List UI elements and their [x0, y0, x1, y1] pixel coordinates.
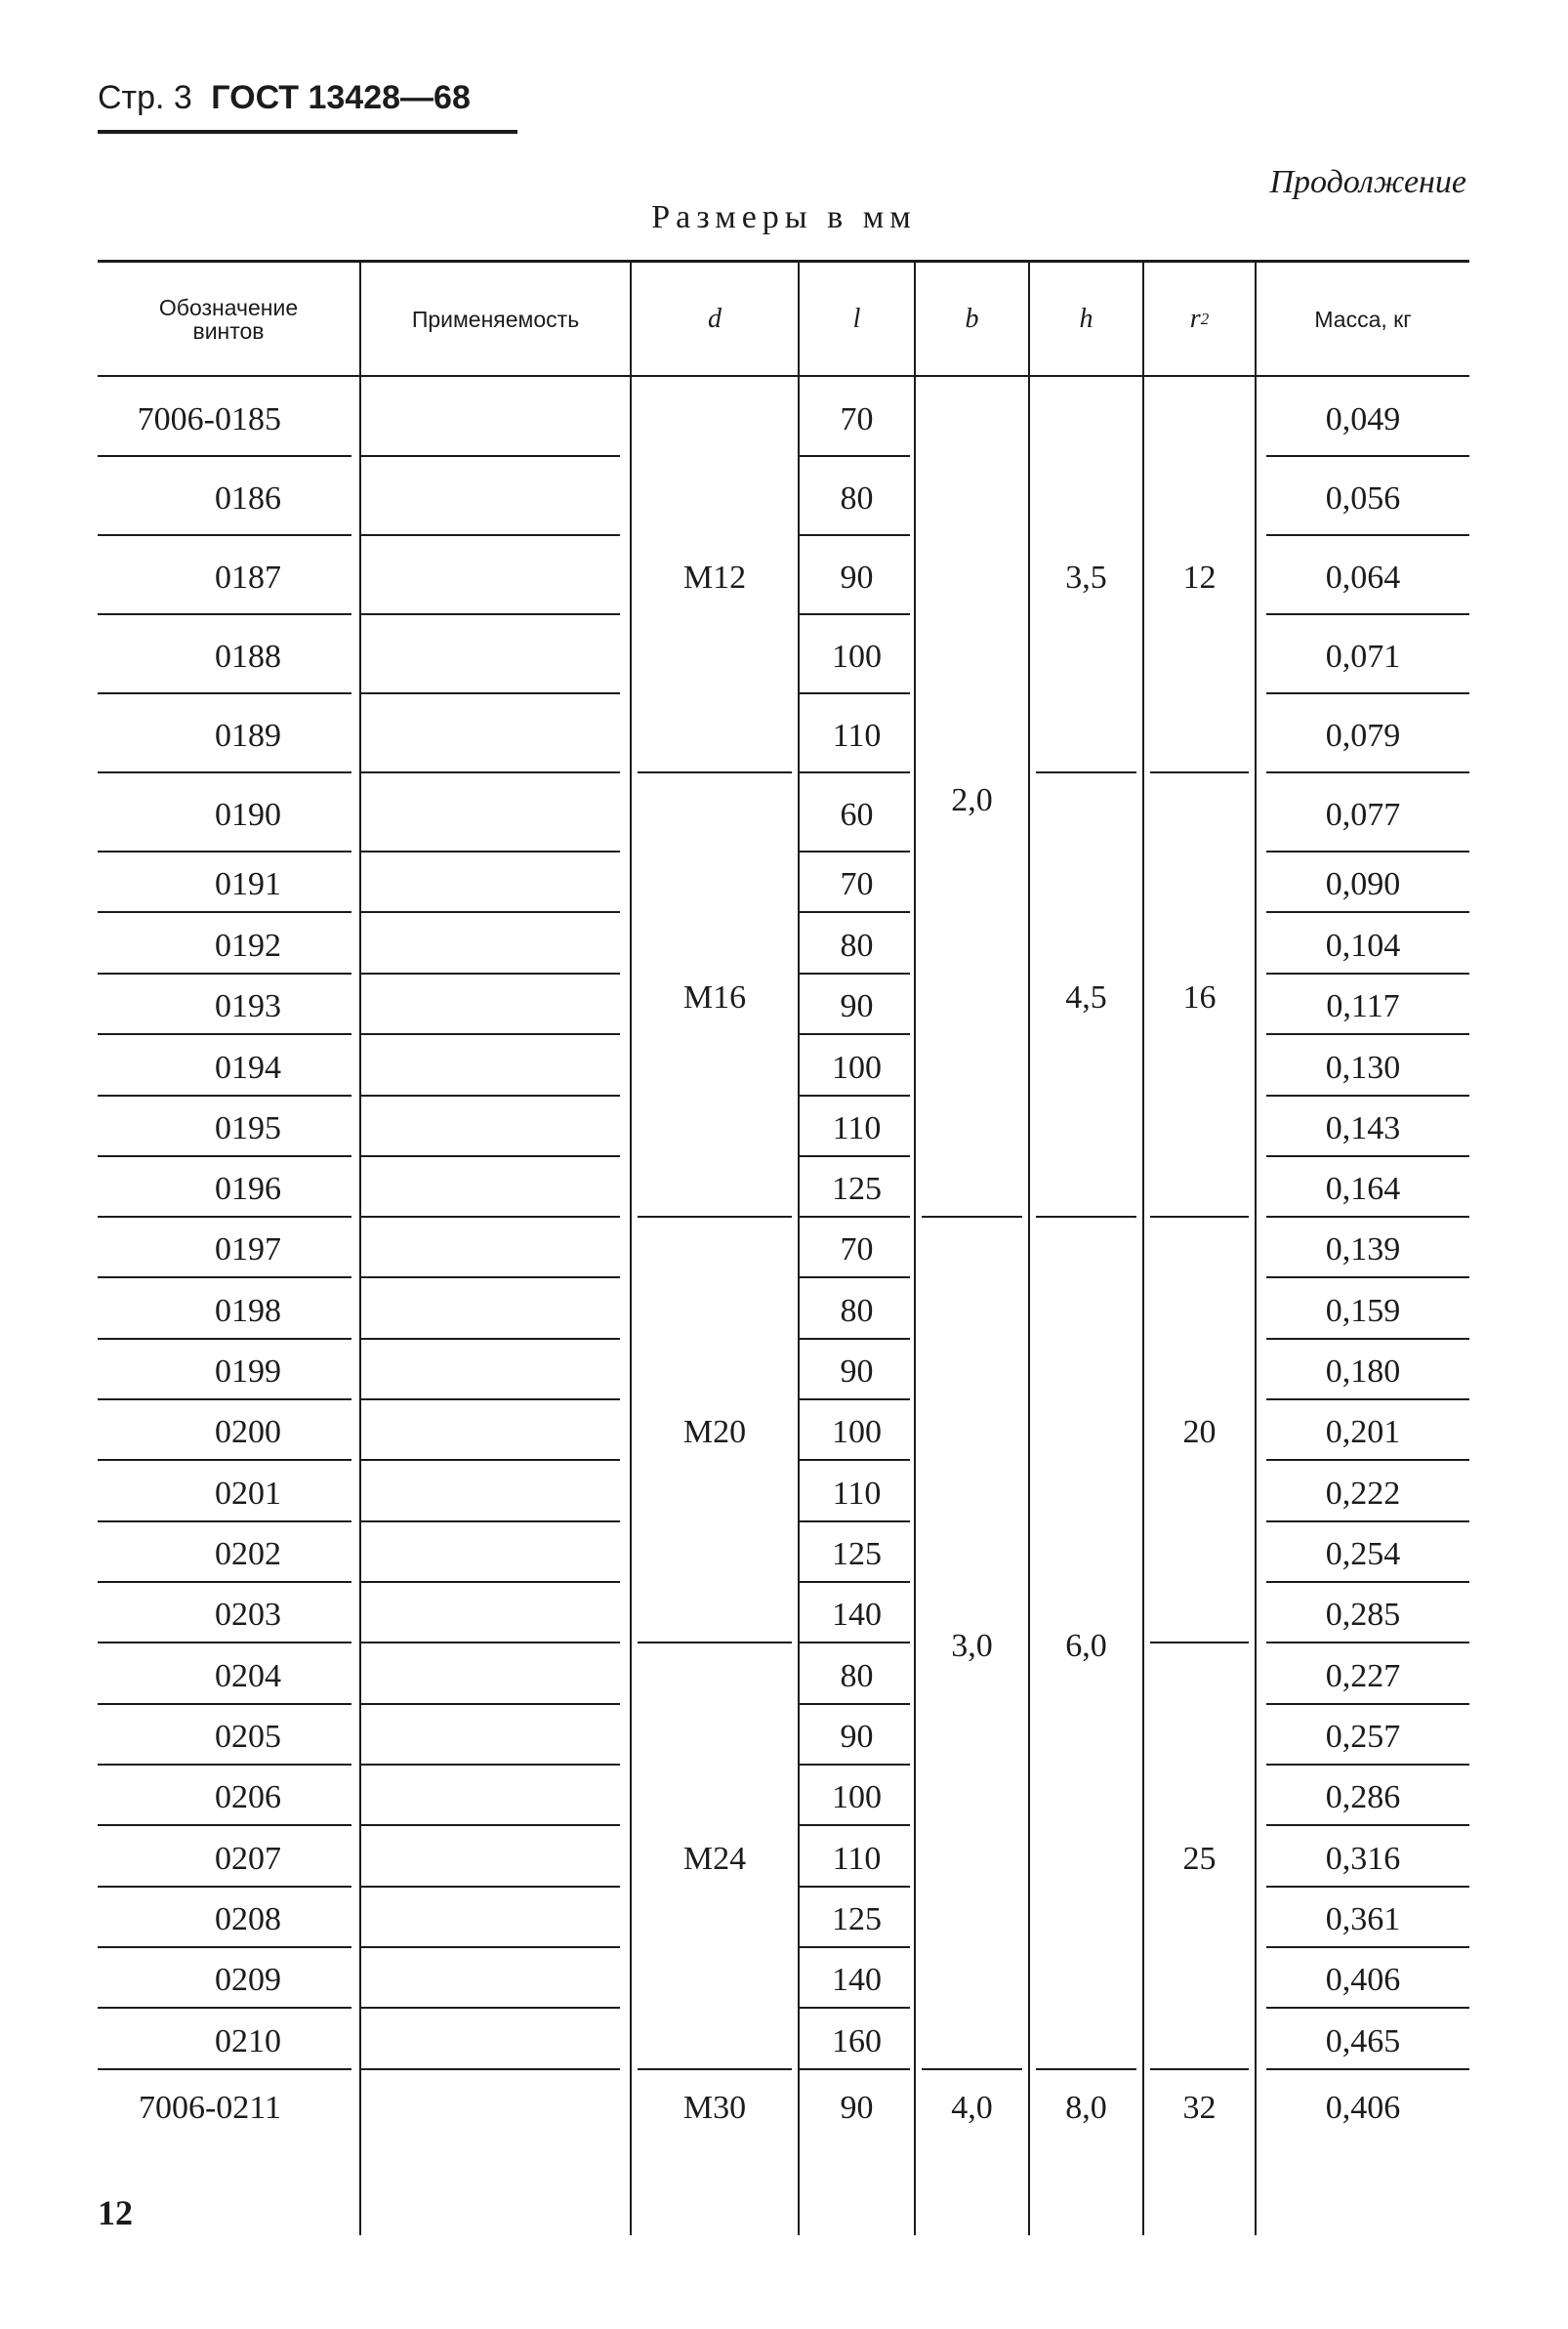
row-rule	[1266, 771, 1469, 773]
row-rule	[1266, 1216, 1469, 1218]
d-group-rule	[638, 1642, 792, 1643]
row-rule	[361, 1095, 620, 1097]
row-rule	[800, 455, 910, 457]
column-header-b: b	[965, 303, 979, 334]
length-cell: 100	[832, 1050, 882, 1086]
units-caption: Размеры в мм	[651, 199, 917, 235]
row-rule	[361, 1276, 620, 1278]
row-rule	[98, 1520, 351, 1522]
designation-cell: 0197	[215, 1231, 281, 1268]
r2-group-rule	[1150, 771, 1249, 773]
column-header-mass	[1257, 263, 1469, 375]
d-group-cell: M12	[682, 560, 747, 596]
column-header-h: h	[1079, 303, 1093, 334]
mass-cell: 0,143	[1325, 1110, 1401, 1146]
length-cell: 90	[840, 988, 874, 1024]
row-rule	[1266, 973, 1469, 975]
page-header	[98, 78, 471, 117]
row-rule	[800, 1703, 910, 1705]
row-rule	[361, 534, 620, 536]
row-rule	[1266, 1276, 1469, 1278]
row-rule	[361, 1520, 620, 1522]
row-rule	[1266, 1338, 1469, 1340]
row-rule	[800, 851, 910, 853]
row-rule	[1266, 2068, 1469, 2070]
mass-cell: 0,180	[1325, 1353, 1401, 1390]
designation-cell: 0192	[215, 928, 281, 964]
standard-number: ГОСТ 13428—68	[211, 79, 471, 116]
row-rule	[1266, 1886, 1469, 1888]
row-rule	[800, 2007, 910, 2009]
page-number: 12	[98, 2193, 133, 2232]
r2-group-cell: 20	[1182, 1414, 1217, 1450]
column-header-l: l	[852, 303, 861, 334]
r2-group-cell: 32	[1182, 2090, 1217, 2126]
length-cell: 80	[840, 480, 874, 517]
h-group-rule	[1036, 2068, 1136, 2070]
header-rule	[98, 130, 517, 134]
row-rule	[98, 1581, 351, 1583]
designation-cell: 7006-0185	[137, 401, 281, 437]
length-cell: 100	[832, 1779, 882, 1815]
row-rule	[98, 1338, 351, 1340]
row-rule	[361, 613, 620, 615]
length-cell: 60	[840, 797, 874, 833]
row-rule	[98, 1155, 351, 1157]
d-group-cell: M20	[682, 1414, 747, 1450]
row-rule	[800, 1824, 910, 1826]
row-rule	[98, 1824, 351, 1826]
r2-group-rule	[1150, 2068, 1249, 2070]
mass-cell: 0,117	[1326, 988, 1400, 1024]
row-rule	[361, 1338, 620, 1340]
length-cell: 90	[840, 1719, 874, 1755]
designation-cell: 0189	[215, 718, 281, 754]
length-cell: 70	[840, 1231, 874, 1268]
row-rule	[98, 1033, 351, 1035]
mass-cell: 0,064	[1325, 560, 1401, 596]
designation-cell: 0193	[215, 988, 281, 1024]
mass-cell: 0,049	[1325, 401, 1401, 437]
row-rule	[98, 973, 351, 975]
designation-cell: 0194	[215, 1050, 281, 1086]
designation-cell: 0201	[215, 1476, 281, 1512]
r2-group-cell: 16	[1182, 979, 1217, 1016]
length-cell: 110	[832, 718, 882, 754]
column-header-applicability: Применяемость	[411, 306, 580, 332]
row-rule	[98, 1276, 351, 1278]
mass-cell: 0,222	[1325, 1476, 1401, 1512]
designation-cell: 0203	[215, 1597, 281, 1633]
h-group-cell: 3,5	[1065, 560, 1107, 596]
b-group-cell: 4,0	[951, 2090, 993, 2126]
row-rule	[98, 534, 351, 536]
mass-cell: 0,285	[1325, 1597, 1401, 1633]
designation-cell: 0188	[215, 639, 281, 675]
row-rule	[800, 1764, 910, 1766]
designation-cell: 0207	[215, 1841, 281, 1877]
length-cell: 80	[840, 1293, 874, 1329]
length-cell: 110	[832, 1841, 882, 1877]
mass-cell: 0,361	[1325, 1901, 1401, 1937]
mass-cell: 0,465	[1325, 2023, 1401, 2059]
d-group-cell: M24	[682, 1841, 747, 1877]
row-rule	[361, 1703, 620, 1705]
length-cell: 90	[840, 1353, 874, 1390]
designation-cell: 0191	[215, 866, 281, 902]
mass-cell: 0,079	[1325, 718, 1401, 754]
row-rule	[361, 1946, 620, 1948]
row-rule	[800, 1886, 910, 1888]
row-rule	[98, 692, 351, 694]
h-group-cell: 4,5	[1065, 979, 1107, 1016]
row-rule	[98, 851, 351, 853]
length-cell: 125	[832, 1536, 882, 1572]
row-rule	[1266, 1520, 1469, 1522]
length-cell: 100	[832, 639, 882, 675]
designation-cell: 0202	[215, 1536, 281, 1572]
mass-cell: 0,130	[1325, 1050, 1401, 1086]
b-group-cell: 2,0	[951, 782, 993, 818]
column-header-mass-text: Масса, кг	[1314, 306, 1412, 332]
row-rule	[98, 613, 351, 615]
r2-group-rule	[1150, 1642, 1249, 1643]
page-reference: Стр. 3	[98, 79, 192, 116]
designation-cell: 0206	[215, 1779, 281, 1815]
row-rule	[361, 1155, 620, 1157]
row-rule	[1266, 1581, 1469, 1583]
row-rule	[800, 1276, 910, 1278]
h-group-cell: 6,0	[1065, 1628, 1107, 1664]
row-rule	[98, 2007, 351, 2009]
r2-group-cell: 12	[1182, 560, 1217, 596]
row-rule	[98, 1216, 351, 1218]
row-rule	[1266, 534, 1469, 536]
row-rule	[800, 911, 910, 913]
d-group-rule	[638, 771, 792, 773]
row-rule	[1266, 911, 1469, 913]
r2-group-cell: 25	[1182, 1841, 1217, 1877]
mass-cell: 0,056	[1325, 480, 1401, 517]
mass-cell: 0,159	[1325, 1293, 1401, 1329]
d-group-rule	[638, 2068, 792, 2070]
row-rule	[800, 534, 910, 536]
row-rule	[1266, 1095, 1469, 1097]
row-rule	[1266, 692, 1469, 694]
length-cell: 80	[840, 928, 874, 964]
row-rule	[361, 973, 620, 975]
mass-cell: 0,090	[1325, 866, 1401, 902]
designation-cell: 7006-0211	[138, 2090, 281, 2126]
row-rule	[361, 1398, 620, 1400]
row-rule	[361, 2007, 620, 2009]
h-group-rule	[1036, 1216, 1136, 1218]
mass-cell: 0,139	[1325, 1231, 1401, 1268]
designation-cell: 0187	[215, 560, 281, 596]
h-group-rule	[1036, 771, 1136, 773]
mass-cell: 0,254	[1325, 1536, 1401, 1572]
row-rule	[1266, 851, 1469, 853]
r2-group-rule	[1150, 1216, 1249, 1218]
column-header-designation-text: Обозначение винтов	[158, 294, 299, 344]
column-rule	[359, 263, 361, 2235]
row-rule	[1266, 1946, 1469, 1948]
length-cell: 70	[840, 401, 874, 437]
row-rule	[98, 1764, 351, 1766]
length-cell: 125	[832, 1901, 882, 1937]
mass-cell: 0,316	[1325, 1841, 1401, 1877]
row-rule	[800, 1398, 910, 1400]
row-rule	[98, 771, 351, 773]
mass-cell: 0,406	[1325, 2090, 1401, 2126]
row-rule	[800, 1033, 910, 1035]
row-rule	[1266, 1398, 1469, 1400]
row-rule	[98, 2068, 351, 2070]
row-rule	[361, 911, 620, 913]
continuation-label: Продолжение	[1269, 164, 1466, 200]
designation-cell: 0198	[215, 1293, 281, 1329]
row-rule	[361, 2068, 620, 2070]
d-group-rule	[638, 1216, 792, 1218]
table-header-rule	[98, 375, 1469, 377]
length-cell: 140	[832, 1597, 882, 1633]
row-rule	[98, 911, 351, 913]
designation-cell: 0199	[215, 1353, 281, 1390]
mass-cell: 0,201	[1325, 1414, 1401, 1450]
row-rule	[800, 1216, 910, 1218]
row-rule	[1266, 2007, 1469, 2009]
row-rule	[800, 692, 910, 694]
row-rule	[800, 1520, 910, 1522]
length-cell: 100	[832, 1414, 882, 1450]
length-cell: 110	[832, 1110, 882, 1146]
designation-cell: 0210	[215, 2023, 281, 2059]
row-rule	[98, 1703, 351, 1705]
mass-cell: 0,227	[1325, 1658, 1401, 1694]
mass-cell: 0,077	[1325, 797, 1401, 833]
row-rule	[361, 1581, 620, 1583]
row-rule	[800, 613, 910, 615]
row-rule	[1266, 1764, 1469, 1766]
designation-cell: 0204	[215, 1658, 281, 1694]
designation-cell: 0205	[215, 1719, 281, 1755]
row-rule	[361, 1033, 620, 1035]
column-header-d: d	[708, 303, 722, 334]
row-rule	[361, 851, 620, 853]
row-rule	[361, 1459, 620, 1461]
h-group-cell: 8,0	[1065, 2090, 1107, 2126]
row-rule	[98, 1886, 351, 1888]
row-rule	[800, 1581, 910, 1583]
column-header-r2-subscript: 2	[1200, 309, 1210, 328]
row-rule	[1266, 1703, 1469, 1705]
row-rule	[98, 1946, 351, 1948]
designation-cell: 0200	[215, 1414, 281, 1450]
row-rule	[1266, 1459, 1469, 1461]
row-rule	[361, 455, 620, 457]
d-group-cell: M16	[682, 979, 747, 1016]
row-rule	[1266, 1033, 1469, 1035]
length-cell: 140	[832, 1962, 882, 1998]
mass-cell: 0,406	[1325, 1962, 1401, 1998]
row-rule	[1266, 1642, 1469, 1643]
row-rule	[361, 771, 620, 773]
row-rule	[800, 1642, 910, 1643]
row-rule	[800, 1095, 910, 1097]
row-rule	[1266, 1824, 1469, 1826]
length-cell: 70	[840, 866, 874, 902]
row-rule	[361, 1824, 620, 1826]
designation-cell: 0196	[215, 1171, 281, 1207]
b-group-rule	[922, 1216, 1022, 1218]
row-rule	[98, 455, 351, 457]
length-cell: 90	[840, 560, 874, 596]
row-rule	[800, 1459, 910, 1461]
row-rule	[361, 1642, 620, 1643]
designation-cell: 0190	[215, 797, 281, 833]
d-group-cell: M30	[682, 2090, 747, 2126]
designation-cell: 0186	[215, 480, 281, 517]
column-header-r2-letter: r	[1189, 303, 1201, 334]
column-rule	[914, 263, 916, 2235]
column-header-r2	[1144, 263, 1255, 375]
mass-cell: 0,286	[1325, 1779, 1401, 1815]
mass-cell: 0,104	[1325, 928, 1401, 964]
row-rule	[98, 1459, 351, 1461]
length-cell: 110	[832, 1476, 882, 1512]
designation-cell: 0208	[215, 1901, 281, 1937]
row-rule	[1266, 1155, 1469, 1157]
row-rule	[1266, 613, 1469, 615]
length-cell: 80	[840, 1658, 874, 1694]
row-rule	[361, 1764, 620, 1766]
mass-cell: 0,257	[1325, 1719, 1401, 1755]
designation-cell: 0195	[215, 1110, 281, 1146]
row-rule	[98, 1642, 351, 1643]
designation-cell: 0209	[215, 1962, 281, 1998]
row-rule	[800, 1946, 910, 1948]
row-rule	[361, 692, 620, 694]
row-rule	[98, 1095, 351, 1097]
row-rule	[800, 771, 910, 773]
row-rule	[800, 1155, 910, 1157]
length-cell: 160	[832, 2023, 882, 2059]
length-cell: 90	[840, 2090, 874, 2126]
row-rule	[800, 973, 910, 975]
b-group-cell: 3,0	[951, 1628, 993, 1664]
mass-cell: 0,071	[1325, 639, 1401, 675]
mass-cell: 0,164	[1325, 1171, 1401, 1207]
row-rule	[361, 1886, 620, 1888]
row-rule	[361, 1216, 620, 1218]
length-cell: 125	[832, 1171, 882, 1207]
column-header-designation	[98, 263, 359, 375]
row-rule	[98, 1398, 351, 1400]
row-rule	[1266, 455, 1469, 457]
b-group-rule	[922, 2068, 1022, 2070]
row-rule	[800, 1338, 910, 1340]
row-rule	[800, 2068, 910, 2070]
